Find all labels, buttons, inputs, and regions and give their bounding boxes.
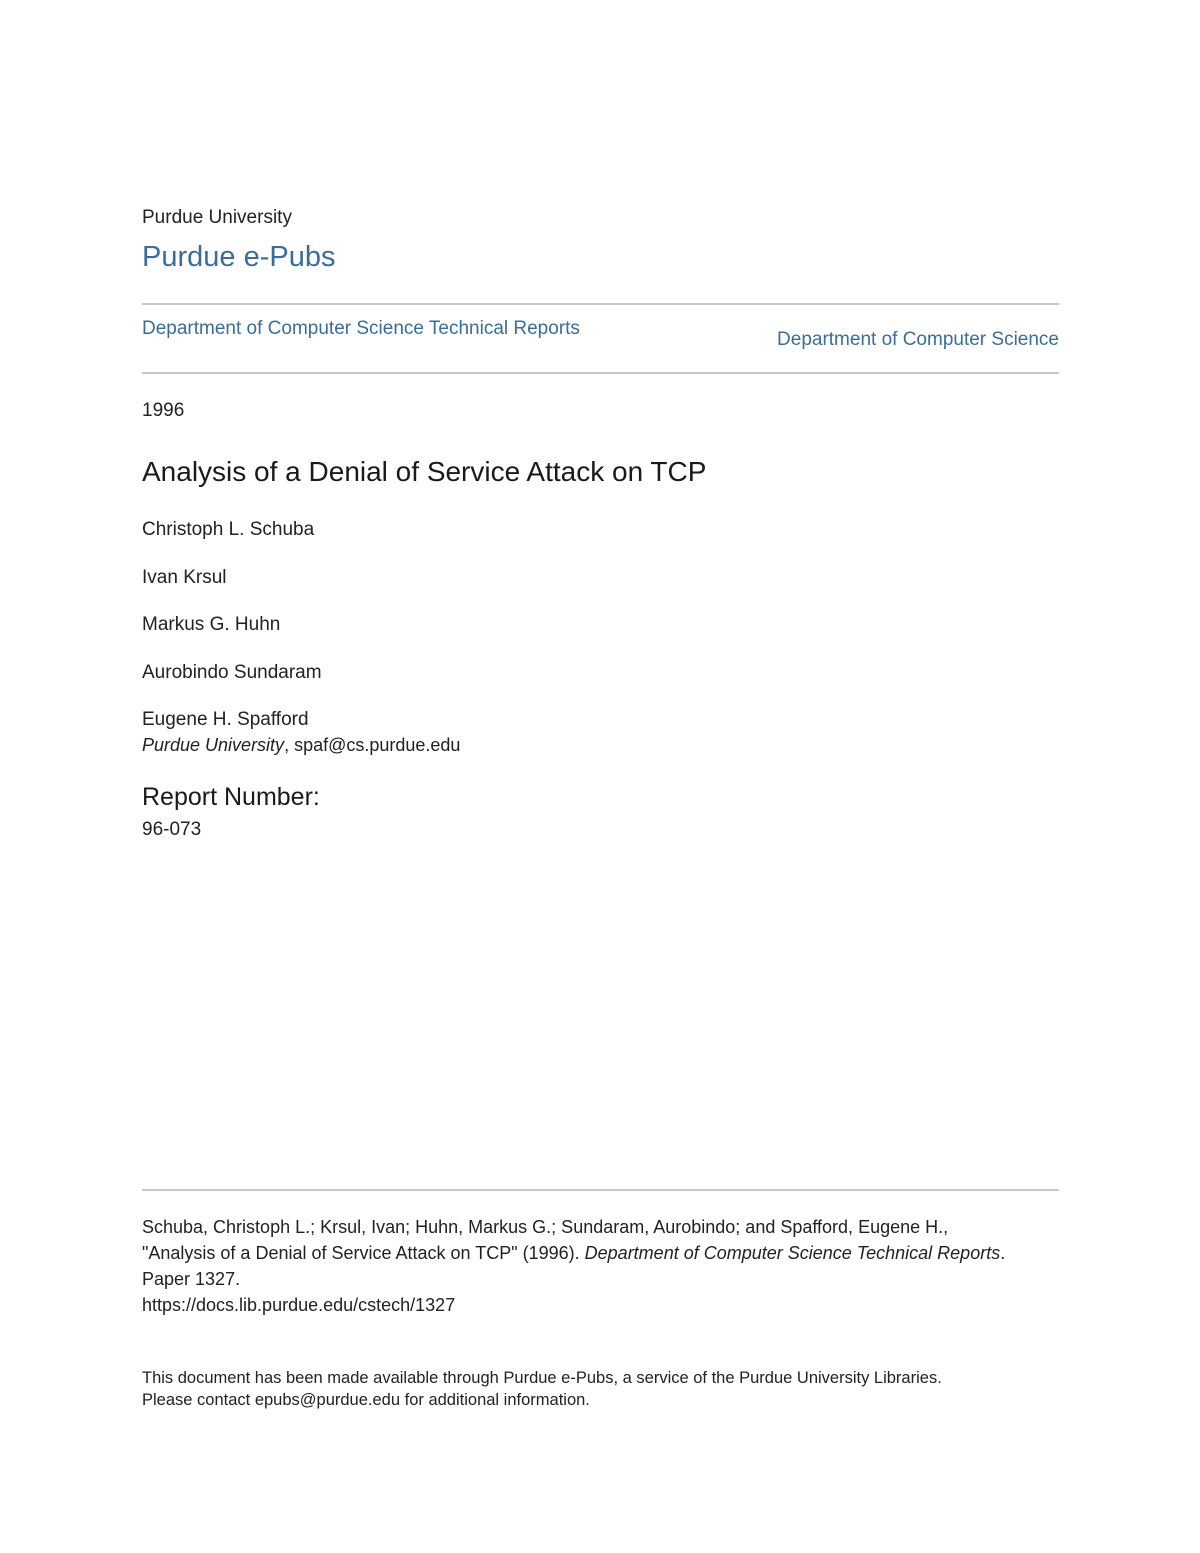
cover-page: [142, 0, 1059, 1553]
citation-series: Department of Computer Science Technical Reports: [584, 1243, 1001, 1263]
repository-title[interactable]: Purdue e-Pubs: [142, 241, 336, 273]
citation-paper-number: . Paper 1327.: [142, 1243, 1006, 1289]
notice-line-2: [142, 1389, 1042, 1411]
paper-title: Analysis of a Denial of Service Attack on TCP: [142, 456, 707, 487]
author-name: Ivan Krsul: [142, 567, 227, 588]
series-link[interactable]: Department of Computer Science Technical Reports: [142, 318, 580, 339]
notice-contact-prefix: Please contact: [142, 1391, 255, 1409]
report-number: 96-073: [142, 819, 202, 840]
footer-divider: [142, 1189, 1059, 1191]
publication-year: 1996: [142, 400, 185, 421]
report-number-label: Report Number:: [142, 783, 320, 811]
department-link[interactable]: Department of Computer Science: [777, 329, 1059, 350]
availability-notice: [142, 1367, 1042, 1411]
author-name: Christoph L. Schuba: [142, 519, 315, 540]
citation-url-link[interactable]: https://docs.lib.purdue.edu/cstech/1327: [142, 1295, 456, 1315]
author-name: Markus G. Huhn: [142, 614, 281, 635]
affiliation-institution: Purdue University: [142, 735, 285, 755]
notice-line-1: This document has been made available through Purdue e-Pubs, a service of the Purdue University Libraries.: [142, 1369, 942, 1387]
institution-name: Purdue University: [142, 207, 292, 228]
header-divider-top: [142, 303, 1059, 305]
header-divider-bottom: [142, 372, 1059, 374]
author-affiliation: [142, 735, 460, 756]
citation-text: Schuba, Christoph L.; Krsul, Ivan; Huhn, Markus G.; Sundaram, Aurobindo; and Spafford, Eugene H., "Analysis of a Denial of Service Attack on TCP" (1996).: [142, 1217, 949, 1263]
contact-email-link[interactable]: epubs@purdue.edu: [254, 1391, 401, 1409]
notice-contact-suffix: for additional information.: [400, 1391, 590, 1409]
citation-block: [142, 1214, 1022, 1318]
author-name: Eugene H. Spafford: [142, 709, 309, 730]
affiliation-email: , spaf@cs.purdue.edu: [284, 735, 461, 755]
author-name: Aurobindo Sundaram: [142, 662, 322, 683]
